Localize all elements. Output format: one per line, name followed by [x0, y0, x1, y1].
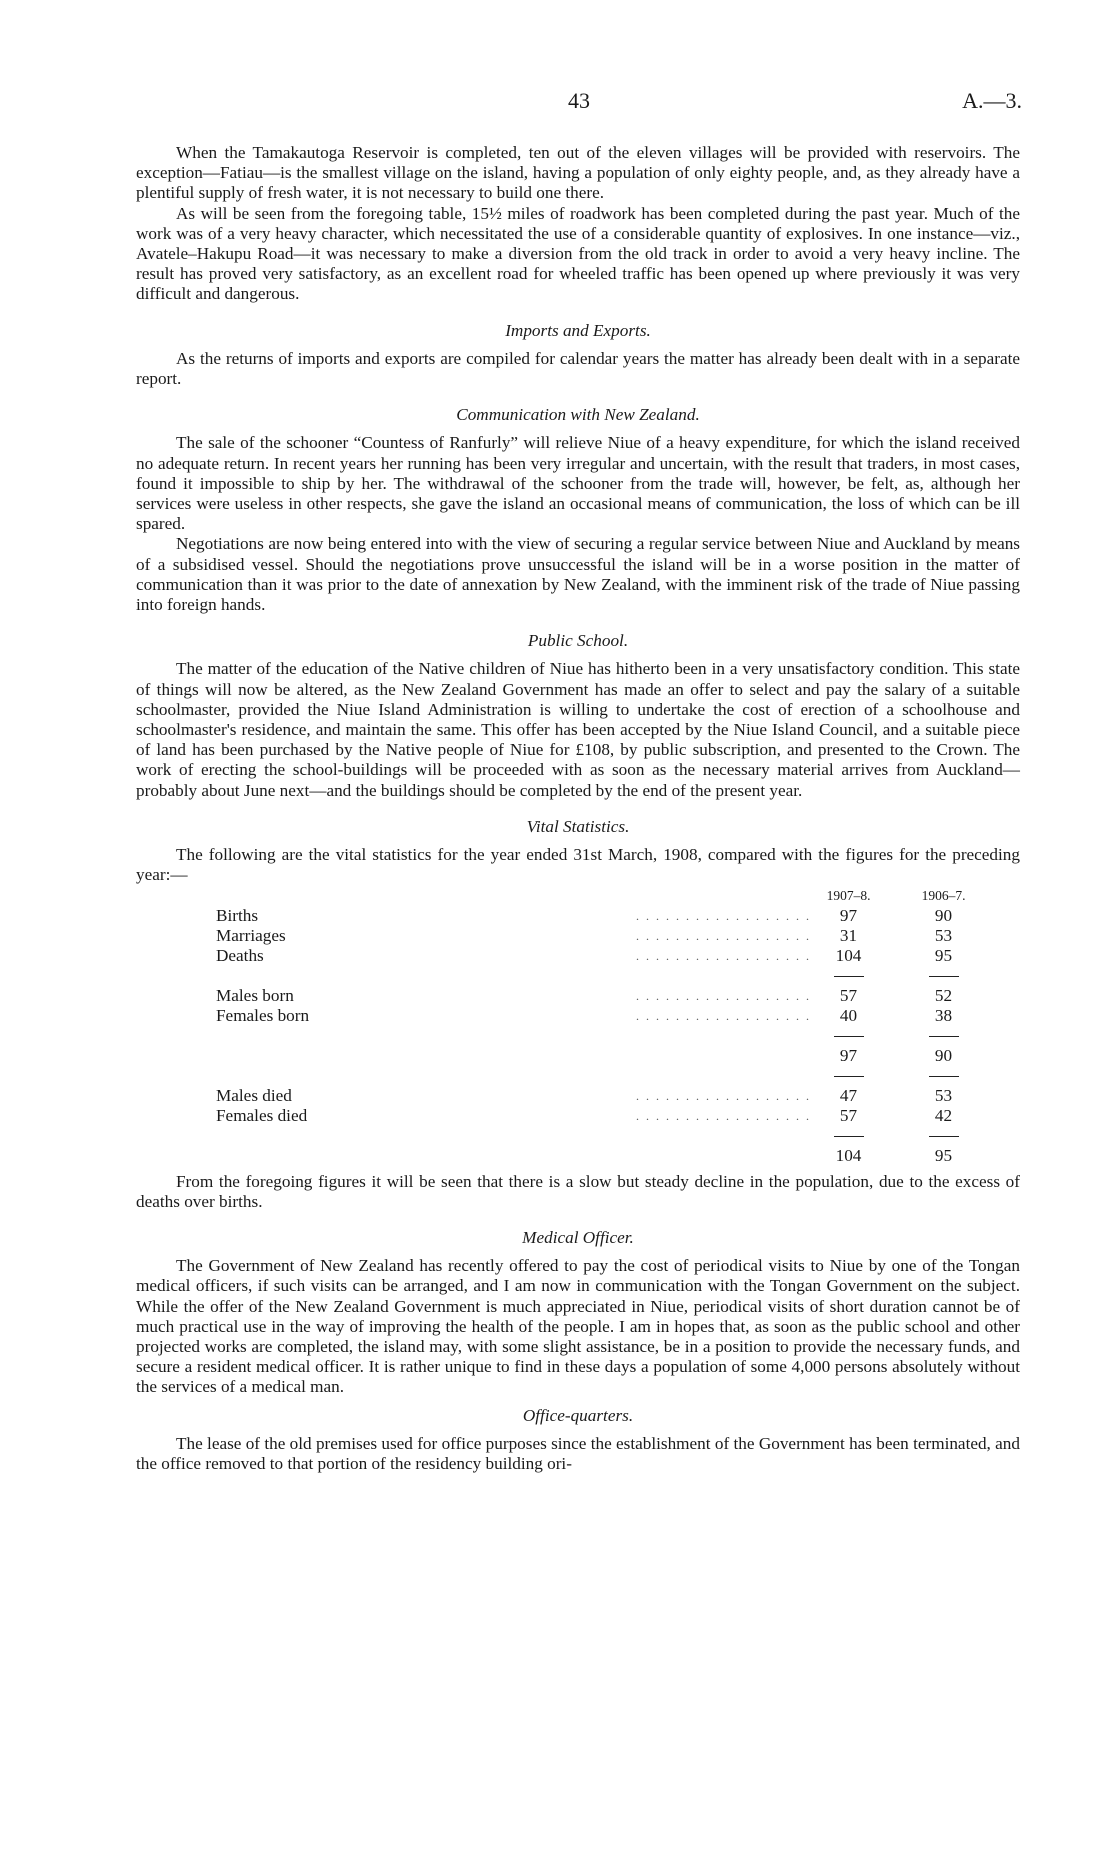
value-1906: 95 [934, 945, 953, 965]
rule-line [834, 1036, 864, 1037]
paragraph-medical: The Government of New Zealand has recently offered to pay the cost of periodical visits to Niue by one of the Tongan medical officers, if such visits can be arranged, and I am now in communication with the Tongan Government on the subject. While the offer of the New Zealand Government is much appreciated in Niue, periodical visits of short duration cannot be of much practical use in the way of improving the health of the people. I am in hopes that, as soon as the public school and other projected works are completed, the island may, with some slight assistance, be in a position to provide the necessary funds, and secure a resident medical officer. It is rather unique to find in these days a population of some 4,000 persons absolutely without the services of a medical man. [136, 1256, 1020, 1397]
row-label: Females born [216, 1005, 310, 1025]
heading-public-school: Public School. [527, 631, 629, 651]
value-1906: 38 [934, 1005, 953, 1025]
value-1907: 40 [839, 1005, 858, 1025]
heading-vital-statistics: Vital Statistics. [526, 816, 630, 836]
rule-line [929, 1036, 959, 1037]
vital-statistics-table [216, 886, 1001, 1166]
heading-medical-officer: Medical Officer. [522, 1227, 634, 1247]
leader-dots: . . . . . . . . . . . . . . . . . . [636, 1008, 811, 1023]
paragraph-population-decline: From the foregoing figures it will be seen that there is a slow but steady decline in the population, due to the excess of deaths over births. [136, 1171, 1020, 1211]
column-header-1907: 1907–8. [826, 887, 871, 903]
table-row [216, 1106, 1001, 1126]
leader-dots: . . . . . . . . . . . . . . . . . . [636, 1088, 811, 1103]
paragraph-negotiations: Negotiations are now being entered into with the view of securing a regular service between Niue and Auckland by means of a subsidised vessel. Should the negotiations prove unsuccessful the island will be in a worse position in the matter of communication than it was prior to the date of annexation by New Zealand, with the imminent risk of the trade of Niue passing into foreign hands. [136, 534, 1020, 615]
value-1907: 97 [839, 905, 858, 925]
column-header-1906: 1906–7. [921, 887, 966, 903]
leader-dots: . . . . . . . . . . . . . . . . . . [636, 1108, 811, 1123]
paragraph-roadwork: As will be seen from the foregoing table, 15½ miles of roadwork has been completed during the past year. Much of the work was of a very heavy character, which necessitated the use of a considerable quantity of explosives. In one instance—viz., Avatele–Hakupu Road—it was necessary to make a diversion from the old track in order to avoid a very heavy incline. The result has proved very satisfactory, as an excellent road for wheeled traffic has been opened up where previously it was very difficult and dangerous. [136, 203, 1020, 304]
table-row [216, 1006, 1001, 1026]
leader-dots: . . . . . . . . . . . . . . . . . . [636, 948, 811, 963]
table-row [216, 946, 1001, 966]
value-1906: 42 [934, 1105, 953, 1125]
paragraph-schooner: The sale of the schooner “Countess of Ranfurly” will relieve Niue of a heavy expenditure, for which the island received no adequate return. In recent years her running has been very irregular and uncertain, with the result that traders, in most cases, found it impossible to ship by her. The withdrawal of the schooner from the trade will, however, be felt, as, although her services were useless in other respects, she gave the island an occasional means of communication, the loss of which can be ill spared. [136, 433, 1020, 534]
value-1907: 31 [839, 925, 858, 945]
page-header [0, 88, 1114, 118]
page-body [136, 143, 1020, 1474]
paragraph-office: The lease of the old premises used for office purposes since the establishment of the Government has been terminated, and the office removed to that portion of the residency building ori- [136, 1433, 1020, 1473]
rule-line [929, 1136, 959, 1137]
table-row [216, 906, 1001, 926]
row-label: Females died [216, 1105, 308, 1125]
row-label: Males died [216, 1085, 292, 1105]
total-1907: 104 [835, 1145, 862, 1165]
total-1906: 95 [934, 1145, 953, 1165]
document-reference: A.—3. [962, 88, 1022, 113]
row-label: Births [216, 905, 259, 925]
leader-dots: . . . . . . . . . . . . . . . . . . [636, 928, 811, 943]
value-1906: 90 [934, 905, 953, 925]
heading-office-quarters: Office-quarters. [522, 1405, 634, 1425]
paragraph-school: The matter of the education of the Native children of Niue has hitherto been in a very unsatisfactory condition. This state of things will now be altered, as the New Zealand Government has made an offer to select and pay the salary of a suitable schoolmaster, provided the Niue Island Administration is willing to undertake the cost of erection of a schoolhouse and schoolmaster's residence, and maintain the same. This offer has been accepted by the Niue Island Council, and a suitable piece of land has been purchased by the Native people of Niue for £108, by public subscription, and presented to the Crown. The work of erecting the school-buildings will be proceeded with as soon as the necessary material arrives from Auckland—probably about June next—and the buildings should be completed by the end of the present year. [136, 659, 1020, 800]
heading-communication: Communication with New Zealand. [456, 405, 700, 425]
heading-imports-exports: Imports and Exports. [505, 320, 651, 340]
rule-line [834, 1136, 864, 1137]
rule-line [834, 1076, 864, 1077]
table-total-row [216, 1046, 1001, 1066]
leader-dots: . . . . . . . . . . . . . . . . . . [636, 908, 811, 923]
paragraph-reservoirs: When the Tamakautoga Reservoir is completed, ten out of the eleven villages will be provided with reservoirs. The exception—Fatiau—is the smallest village on the island, having a population of only eighty people, and, as they already have a plentiful supply of fresh water, it is not necessary to build one there. [136, 143, 1020, 203]
table-rule-row [216, 1126, 1001, 1146]
paragraph-vital-intro: The following are the vital statistics for the year ended 31st March, 1908, compared with the figures for the preceding year:— [136, 845, 1020, 885]
rule-line [834, 976, 864, 977]
table-row [216, 1086, 1001, 1106]
leader-dots: . . . . . . . . . . . . . . . . . . [636, 988, 811, 1003]
page-number: 43 [568, 88, 590, 113]
value-1907: 47 [839, 1085, 858, 1105]
rule-line [929, 1076, 959, 1077]
table-total-row [216, 1146, 1001, 1166]
value-1906: 53 [934, 1085, 953, 1105]
table-row [216, 926, 1001, 946]
table-rule-row [216, 1066, 1001, 1086]
value-1906: 52 [934, 985, 953, 1005]
total-1906: 90 [934, 1045, 953, 1065]
table-header-row [216, 886, 1001, 906]
table-row [216, 986, 1001, 1006]
table-rule-row [216, 1026, 1001, 1046]
value-1907: 57 [839, 985, 858, 1005]
value-1906: 53 [934, 925, 953, 945]
rule-line [929, 976, 959, 977]
row-label: Marriages [216, 925, 286, 945]
row-label: Males born [216, 985, 294, 1005]
value-1907: 57 [839, 1105, 858, 1125]
total-1907: 97 [839, 1045, 858, 1065]
row-label: Deaths [216, 945, 264, 965]
paragraph-imports: As the returns of imports and exports are compiled for calendar years the matter has already been dealt with in a separate report. [136, 348, 1020, 389]
value-1907: 104 [835, 945, 862, 965]
table-rule-row [216, 966, 1001, 986]
